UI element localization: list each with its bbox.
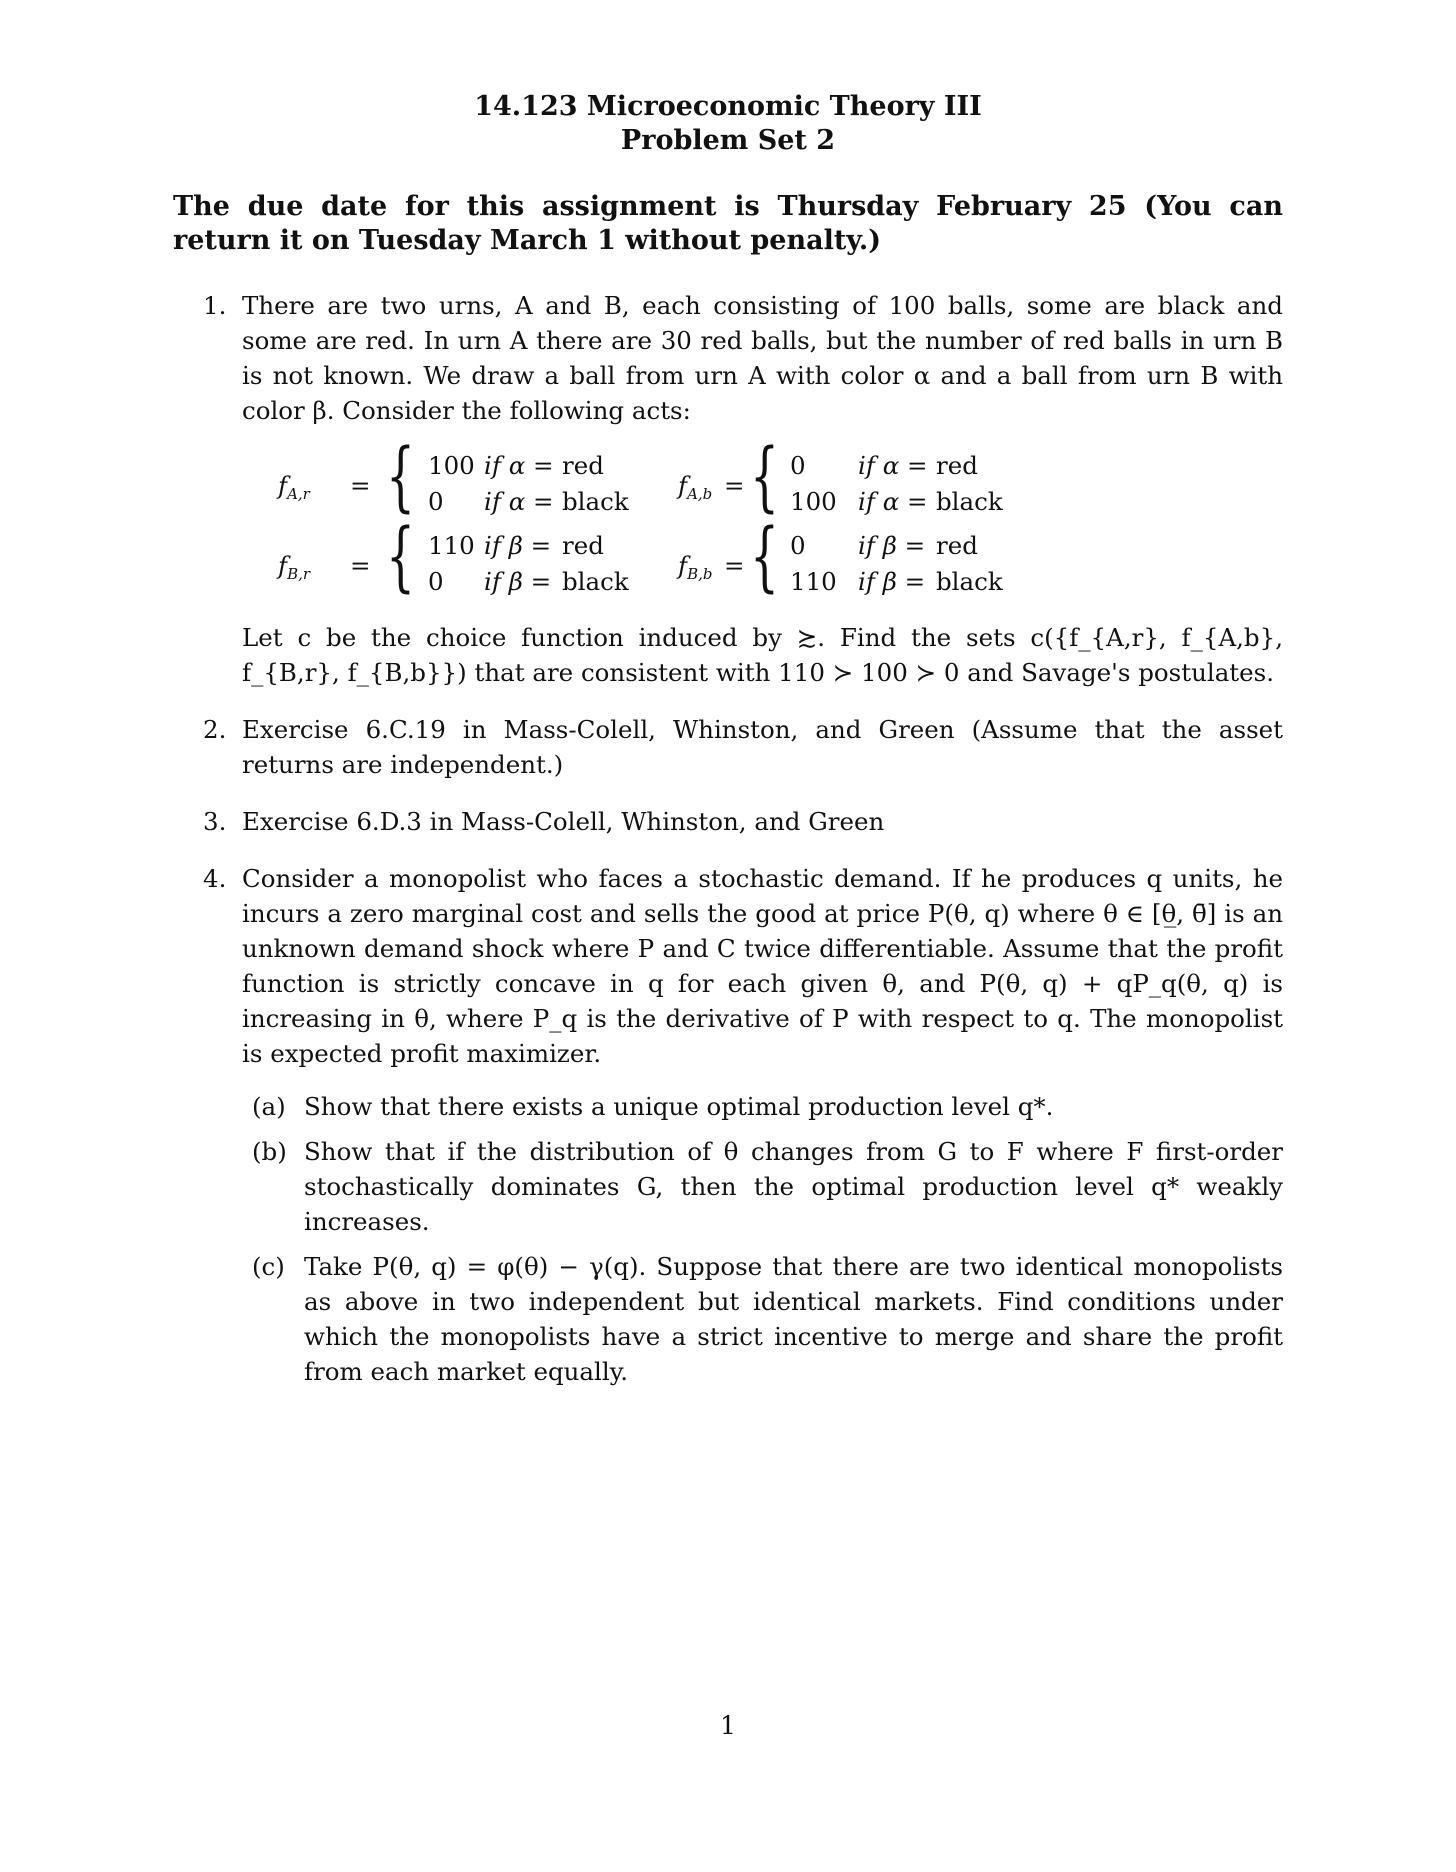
page-content — [173, 90, 1283, 1411]
payoff-color: red — [562, 451, 604, 480]
act-subscript: A,b — [687, 485, 713, 503]
payoff-value: 110 — [428, 531, 475, 560]
subpart-text: Take P(θ, q) = φ(θ) − γ(q). Suppose that there are two identical monopolists as above in two independent but identical markets. Find conditions under which the monopolists have a strict incentive to merge and share the profit from each market equally. — [304, 1252, 1283, 1386]
payoff-color: red — [936, 531, 978, 560]
act-subscript: B,r — [287, 565, 311, 583]
payoff-color: black — [562, 567, 629, 596]
payoff-value: 0 — [428, 567, 444, 596]
act-subscript: B,b — [687, 565, 713, 583]
problem-text: Exercise 6.D.3 in Mass-Colell, Whinston, and Green — [242, 807, 885, 836]
payoff-color: red — [936, 451, 978, 480]
problem-2 — [173, 712, 1283, 782]
act-f-a-b — [678, 431, 1078, 524]
payoff-condition: if α = — [484, 487, 554, 516]
problem-number: 4. — [203, 864, 227, 893]
subpart-label: (a) — [252, 1092, 286, 1121]
course-title: 14.123 Microeconomic Theory III — [474, 91, 982, 122]
payoff-condition: if α = — [484, 451, 554, 480]
payoff-condition: if β = — [484, 567, 552, 596]
problem-text: There are two urns, A and B, each consisting of 100 balls, some are black and some are red. In urn A there are 30 red balls, but the number of red balls in urn B is not known. We draw a ball from urn A with color α and a ball from urn B with color β. Consider the following acts: — [242, 291, 1283, 425]
problem-text: Consider a monopolist who faces a stochastic demand. If he produces q units, he incurs a zero marginal cost and sells the good at price P(θ, q) where θ ∈ [θ̲, θ̄] is an unknown demand shock where P and C twice differentiable. Assume that the profit function is strictly concave in q for each given θ, and P(θ, q) + qP_q(θ, q) is increasing in θ, where P_q is the derivative of P with respect to q. The monopolist is expected profit maximizer. — [242, 864, 1283, 1068]
payoff-value: 100 — [790, 487, 837, 516]
problem-3 — [173, 804, 1283, 839]
payoff-condition: if β = — [484, 531, 552, 560]
payoff-condition: if α = — [858, 487, 928, 516]
problem-number: 1. — [203, 291, 227, 320]
left-brace: { — [750, 431, 780, 520]
subpart-text: Show that there exists a unique optimal production level q*. — [304, 1092, 1054, 1121]
payoff-value: 0 — [790, 451, 806, 480]
due-date-note: The due date for this assignment is Thursday February 25 (You can return it on Tuesday March 1 without penalty.) — [173, 191, 1283, 256]
problem-number: 2. — [203, 715, 227, 744]
act-symbol: f — [278, 471, 288, 500]
subpart-label: (c) — [252, 1252, 285, 1281]
equals-sign: = — [724, 471, 745, 500]
problem-list — [173, 288, 1283, 1389]
problem-text: Exercise 6.C.19 in Mass-Colell, Whinston, and Green (Assume that the asset returns are independent.) — [242, 715, 1283, 779]
problem-question: Let c be the choice function induced by ≿. Find the sets c({f_{A,r}, f_{A,b}, f_{B,r}, f_{B,b}}) that are consistent with 110 ≻ 100 ≻ 0 and Savage's postulates. — [242, 623, 1283, 687]
equals-sign: = — [350, 471, 371, 500]
payoff-color: black — [562, 487, 629, 516]
act-f-b-b — [678, 511, 1078, 604]
act-subscript: A,r — [287, 485, 310, 503]
payoff-condition: if β = — [858, 531, 926, 560]
payoff-color: black — [936, 567, 1003, 596]
subpart-a — [242, 1089, 1283, 1124]
payoff-condition: if β = — [858, 567, 926, 596]
payoff-value: 100 — [428, 451, 475, 480]
left-brace: { — [750, 511, 780, 600]
subpart-text: Show that if the distribution of θ changes from G to F where F first-order stochastically dominates G, then the optimal production level q* weakly increases. — [304, 1137, 1283, 1236]
problem-number: 3. — [203, 807, 227, 836]
subpart-label: (b) — [252, 1137, 287, 1166]
payoff-value: 0 — [790, 531, 806, 560]
act-symbol: f — [678, 471, 688, 500]
act-f-b-r — [278, 511, 678, 604]
acts-definitions — [242, 431, 1283, 608]
left-brace: { — [386, 431, 416, 520]
equals-sign: = — [724, 551, 745, 580]
problem-set-title: Problem Set 2 — [620, 125, 836, 156]
payoff-color: red — [562, 531, 604, 560]
act-symbol: f — [678, 551, 688, 580]
act-symbol: f — [278, 551, 288, 580]
problem-1 — [173, 288, 1283, 690]
payoff-value: 110 — [790, 567, 837, 596]
equals-sign: = — [350, 551, 371, 580]
subpart-list — [242, 1089, 1283, 1389]
page-number: 1 — [720, 1711, 736, 1740]
problem-4 — [173, 861, 1283, 1389]
document-title — [173, 90, 1283, 158]
subpart-b — [242, 1134, 1283, 1239]
payoff-condition: if α = — [858, 451, 928, 480]
left-brace: { — [386, 511, 416, 600]
subpart-c — [242, 1249, 1283, 1389]
act-f-a-r — [278, 431, 678, 524]
payoff-color: black — [936, 487, 1003, 516]
payoff-value: 0 — [428, 487, 444, 516]
